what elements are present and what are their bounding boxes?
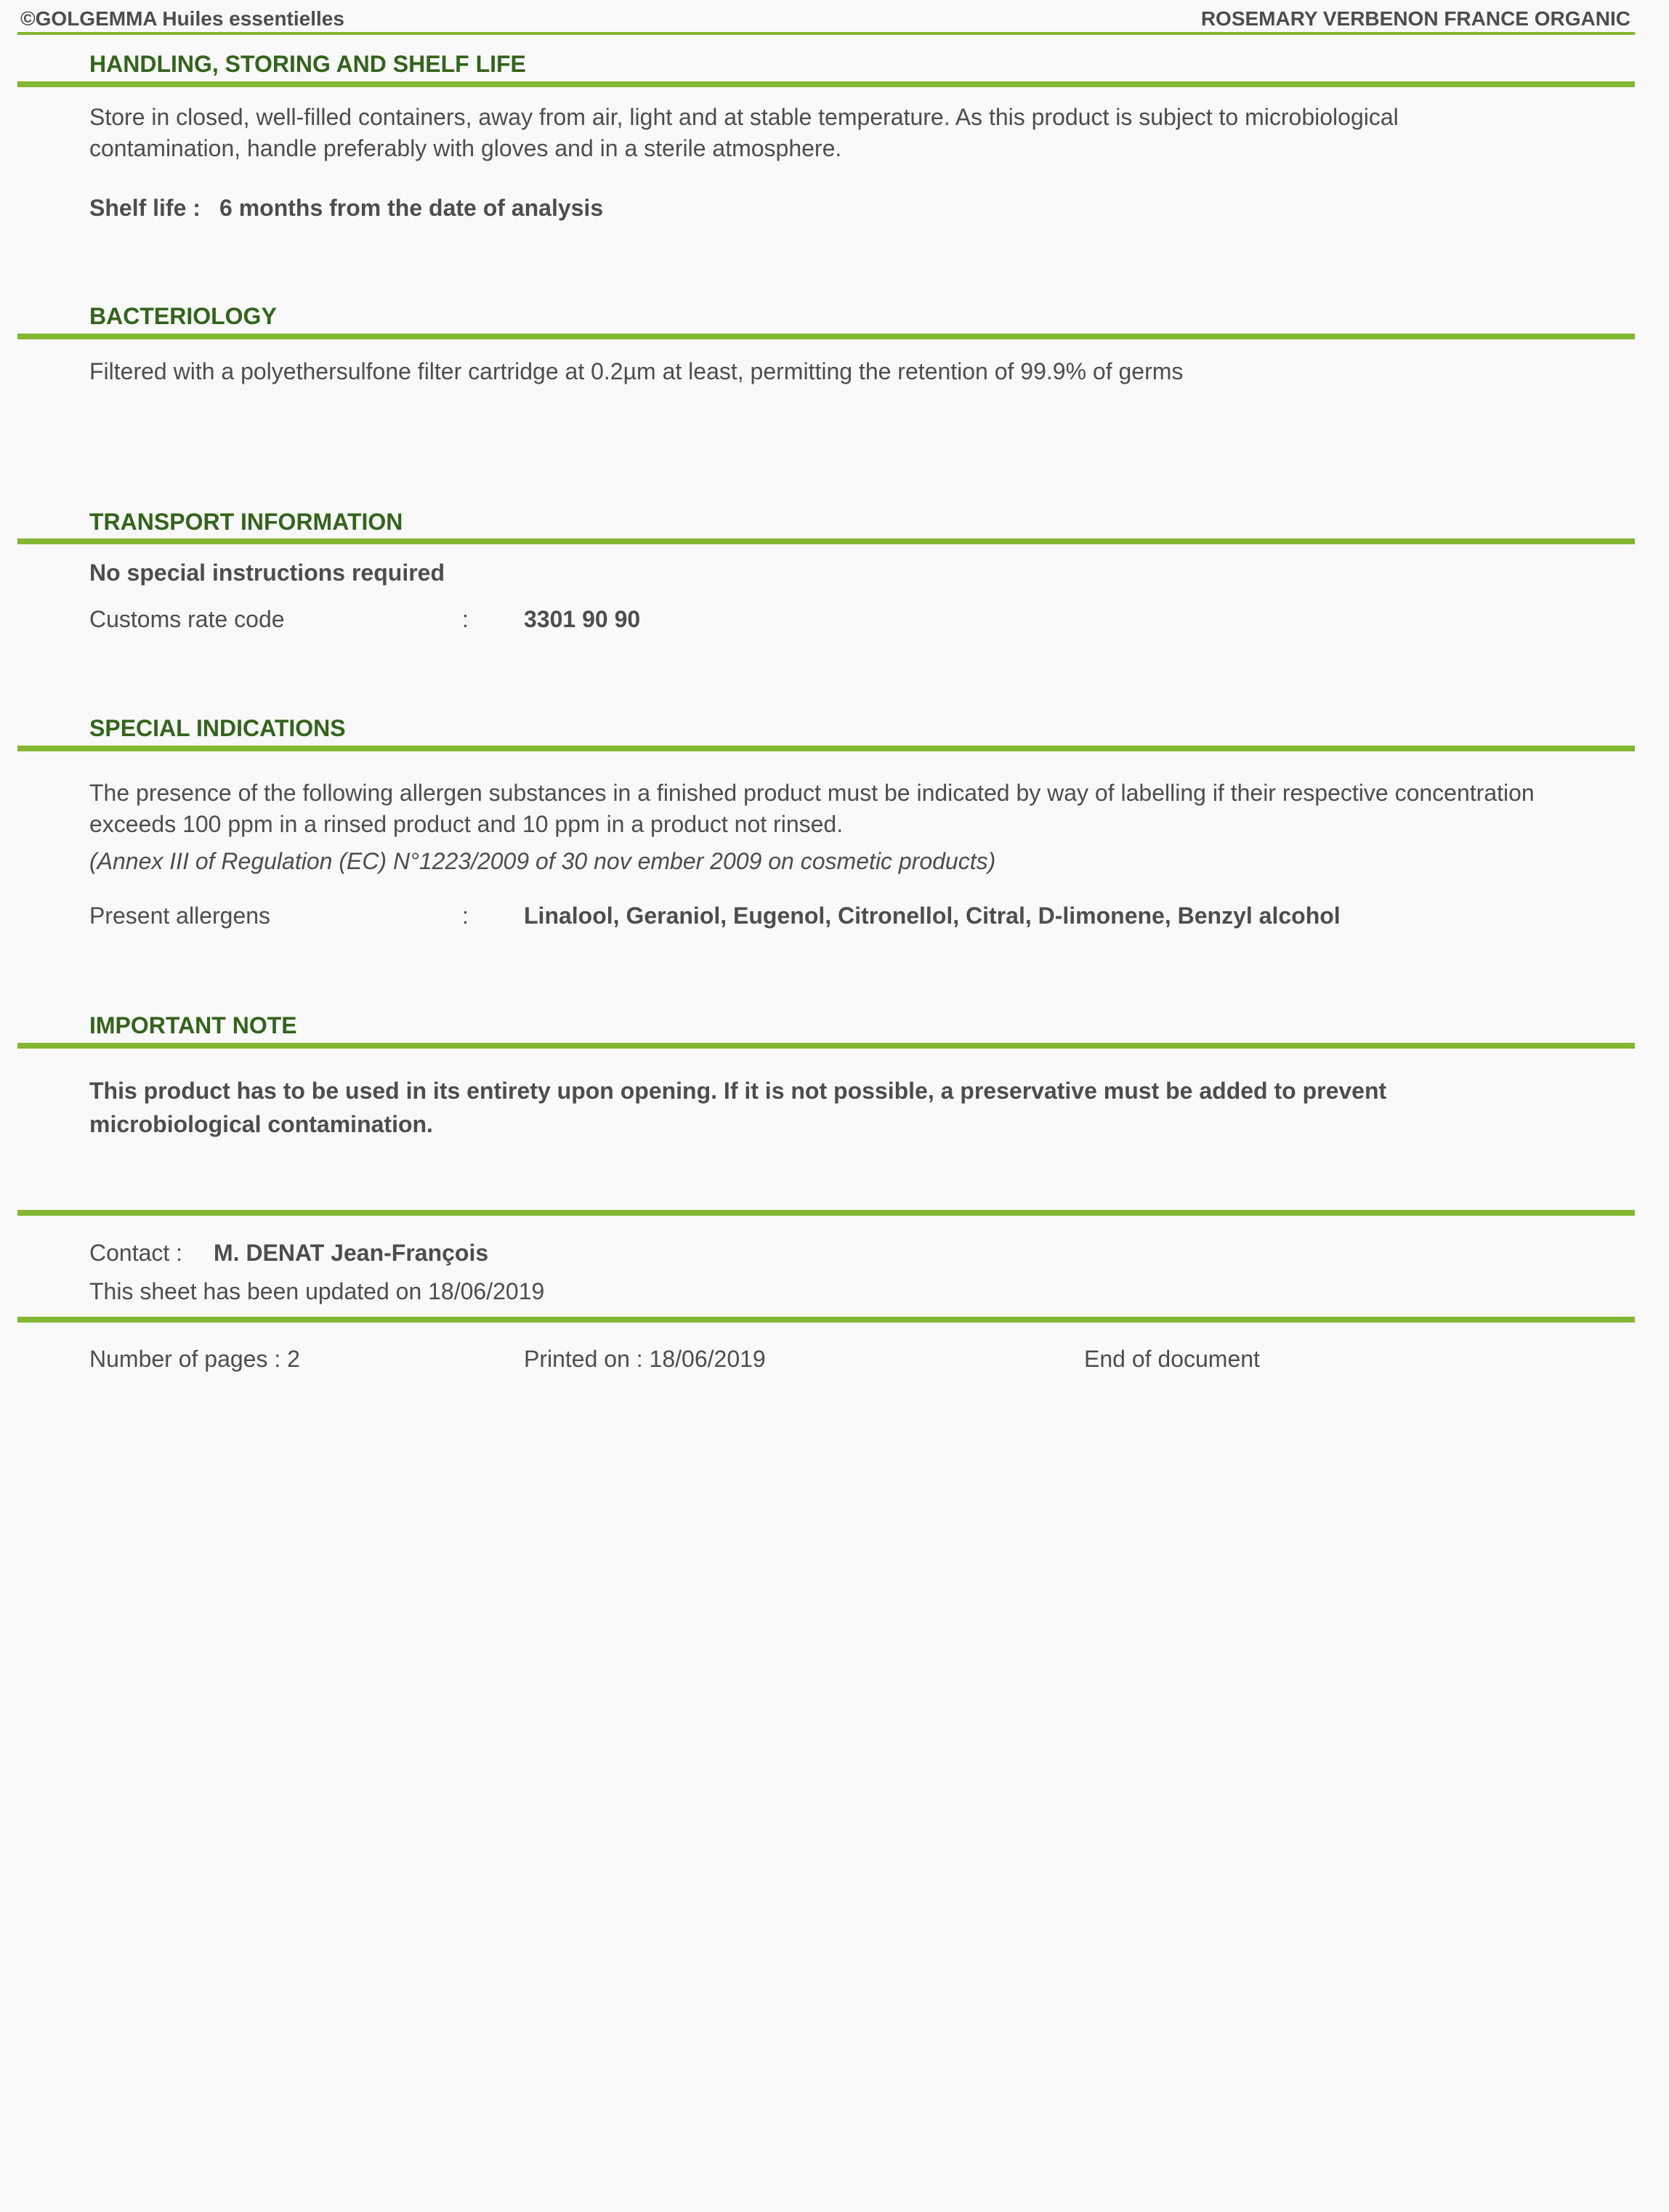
- important-note-text: This product has to be used in its entirety upon opening. If it is not possible, a preservative must be added to prevent microbiological contamination.: [89, 1078, 1387, 1137]
- allergen-notice-text: The presence of the following allergen substances in a finished product must be indicated by way of labelling if their respective concentration exceeds 100 ppm in a rinsed product and 10 ppm in a product not rinsed.: [89, 780, 1535, 837]
- page-count: Number of pages : 2: [89, 1346, 300, 1372]
- special-indications-section-title: SPECIAL INDICATIONS: [89, 715, 346, 741]
- company-name: ©GOLGEMMA Huiles essentielles: [20, 7, 344, 30]
- bacteriology-divider: [17, 334, 1635, 339]
- bacteriology-section-title: BACTERIOLOGY: [89, 303, 277, 329]
- transport-section-title: TRANSPORT INFORMATION: [89, 509, 403, 535]
- end-of-document: End of document: [1084, 1346, 1260, 1372]
- product-name: ROSEMARY VERBENON FRANCE ORGANIC: [1200, 7, 1630, 30]
- contact-divider-bottom: [17, 1317, 1635, 1323]
- important-note-divider: [17, 1043, 1635, 1049]
- handling-text: Store in closed, well-filled containers, away from air, light and at stable temperature. As this product is subject to microbiological contamination, handle preferably with gloves and in a sterile atmosphere.: [89, 104, 1399, 161]
- bacteriology-text: Filtered with a polyethersulfone filter cartridge at 0.2µm at least, permitting the retention of 99.9% of germs: [89, 358, 1184, 384]
- contact-divider-top: [17, 1210, 1635, 1216]
- handling-section-title: HANDLING, STORING AND SHELF LIFE: [89, 51, 526, 77]
- customs-rate-separator: :: [462, 606, 469, 632]
- contact-label: Contact :: [89, 1240, 183, 1266]
- shelf-life-value: 6 months from the date of analysis: [219, 195, 604, 221]
- customs-rate-value: 3301 90 90: [524, 606, 641, 632]
- handling-divider: [17, 81, 1635, 87]
- regulation-annex-note: (Annex III of Regulation (EC) N°1223/2009 of 30 nov ember 2009 on cosmetic products): [89, 848, 996, 874]
- transport-instructions: No special instructions required: [89, 560, 445, 586]
- sheet-updated-date: This sheet has been updated on 18/06/2019: [89, 1278, 545, 1304]
- transport-divider: [17, 538, 1635, 544]
- present-allergens-label: Present allergens: [89, 903, 271, 929]
- important-note-section-title: IMPORTANT NOTE: [89, 1012, 297, 1038]
- present-allergens-separator: :: [462, 903, 469, 929]
- printed-date: Printed on : 18/06/2019: [524, 1346, 766, 1372]
- special-indications-divider: [17, 746, 1635, 751]
- header-divider: [17, 32, 1635, 35]
- customs-rate-label: Customs rate code: [89, 606, 285, 632]
- shelf-life-label: Shelf life :: [89, 195, 201, 221]
- contact-name: M. DENAT Jean-François: [214, 1240, 489, 1266]
- present-allergens-value: Linalool, Geraniol, Eugenol, Citronellol, Citral, D-limonene, Benzyl alcohol: [524, 903, 1341, 929]
